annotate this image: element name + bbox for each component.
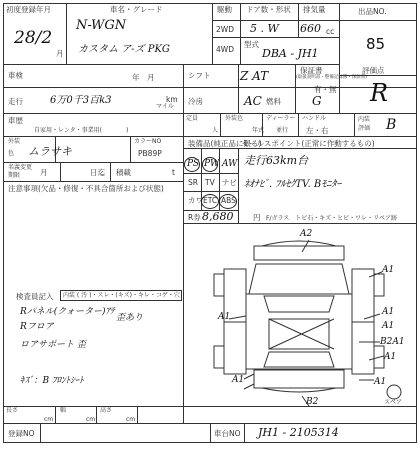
chassis-label: 車台NO [214,429,241,438]
length-label: 長さ [6,407,19,414]
load-unit: t [172,168,175,177]
first-reg-value: 28/2 [14,28,53,48]
warranty-label: 保証書 [300,66,323,75]
shift-value: Z AT [240,69,269,83]
color-no-value: PB89P [138,149,162,158]
height-label: 高さ [100,407,113,414]
damage-mark: A1 [382,321,395,331]
grade-value: カスタム ア-ズ PKG [78,44,170,55]
equip-tv: TV [205,178,215,187]
spare-label: スペア [384,399,403,406]
drive-4wd: 4WD [216,45,234,54]
color-value: ムラサキ [28,145,72,158]
equip-abs: ABS [221,196,236,205]
damage-mark: A2 [300,229,313,239]
interior-label: 内装 [358,116,371,123]
warranty-options: 有・無 [314,85,337,94]
chassis-value: JH1 - 2105314 [258,426,339,439]
damage-mark: A1 [218,312,231,322]
equip-leather: カワ [188,196,203,205]
grade-value-r: R [370,79,389,107]
glass-row: F/ガラス トビ石・キズ・ヒビ・ワレ・リペア跡 [266,215,398,222]
width-label: 幅 [60,407,67,414]
first-reg-label: 初度登録年月 [6,5,51,14]
inspector-label: 検査員記入 [16,292,54,301]
model-code-value: DBA - JH1 [262,47,319,60]
color-no-label: カラーNO [134,138,162,145]
equip-sr: SR [188,178,198,187]
selling-points-label: セールスポイント(正常に作動するもの) [242,139,375,148]
ac-label: 冷房 [188,97,203,106]
fuel-label: 燃料 [266,97,281,106]
displacement-label: 排気量 [303,5,326,14]
inspector-note-3: ロアサポート 歪 [20,340,86,350]
fuel-value: G [312,94,322,108]
lot-value: 85 [366,35,386,53]
recycle-label: R券 [188,213,201,222]
deadline-month: 月 [40,168,48,177]
handle-label: ハンドル [302,115,327,122]
model-code-label: 型式 [244,40,259,49]
interior-value: B [386,117,397,133]
damage-mark: A1 [374,377,387,387]
displacement-unit: cc [326,27,335,36]
equip-etc: ETC [203,196,218,205]
reg-no-label: 登録NO [8,429,35,438]
selling-point-1: 走行63km台 [244,154,309,167]
damage-mark: A1 [232,375,245,385]
ac-value: AC [244,94,262,108]
recycle-value: 8,680 [202,210,234,223]
mileage-value: 6万0千3百k3 [50,95,112,106]
displacement-value: 660 [300,22,321,35]
selling-point-2: ﾈｵﾅﾋﾞ. ﾌﾙｾｸTV. Bﾓﾆﾀｰ [244,179,342,190]
inspection-label: 車検 [8,71,23,80]
exterior-color-label: 外装 [8,138,21,145]
caution-label: 注意事項(欠品・修復・不具合箇所および状態) [8,184,164,193]
first-reg-month-unit: 月 [56,49,64,58]
warranty-sub: (取扱説明書・整備記録簿・保証書) [296,75,368,80]
damage-mark: B2 [306,397,319,406]
mileage-unit: km [166,95,178,104]
drive-label: 駆動 [217,5,232,14]
car-damage-diagram [184,224,417,406]
capacity-unit: 人 [212,127,219,134]
damage-mark: A1 [384,352,397,362]
exterior-label: 外装色 [225,115,244,122]
width-unit: cm [86,416,96,423]
equip-aw: AW [222,159,238,169]
dealer-label: ディーラー [266,115,296,122]
load-label: 積載 [116,168,131,177]
inspector-note-1b: 歪あり [116,313,144,323]
capacity-label: 定員 [186,115,199,122]
equip-navi: ナビ [222,178,237,187]
model-name: N-WGN [76,18,127,33]
height-unit: cm [126,416,136,423]
door-shape-label: ドア数・形状 [246,5,291,14]
inspector-note-4: ｷｽﾞ：B ﾌﾛﾝﾄｼｰﾄ [20,376,84,386]
inspection-unit: 年 月 [132,73,155,82]
damage-mark: A1 [382,307,395,317]
recycle-unit: 円 [253,213,261,222]
name-change-label: 名義変更 [8,164,33,171]
dealer-sub: 並行 [276,127,289,134]
history-sub: 自家用・レンタ・事業用( ) [34,127,129,134]
shift-label: シフト [188,71,211,80]
mileage-mile: マイル [156,103,174,110]
deadline-day: 日迄 [90,168,105,177]
inspector-note-2: Rフロア [20,322,54,332]
equipment-label: 装備品(純正品に限る) [188,139,262,148]
history-label: 車歴 [8,116,23,125]
equip-ps: PS [187,159,200,169]
deadline-label: 期限 [8,172,21,179]
door-value: 5 . W [250,22,279,35]
damage-mark: A1 [382,265,395,275]
inspector-items: 内装 ( 汚 )・スレ・(キズ)・キレ・コゲ・穴 [63,292,180,299]
handle-value: 左・右 [306,126,329,135]
lot-label: 出品NO. [358,7,387,16]
damage-mark: B2A1 [380,337,405,347]
length-unit: cm [44,416,54,423]
model-grade-label: 車名・グレード [110,5,163,14]
inspector-note-1: Rパネル(クォーター)ｱﾃ [20,307,115,317]
equip-pw: PW [204,159,220,169]
drive-2wd: 2WD [216,25,234,34]
exterior-sub: 年式 [252,127,265,134]
interior-sub: 評価 [358,125,371,132]
mileage-label: 走行 [8,97,23,106]
grade-label: 評価点 [362,66,385,75]
color-label: 色 [8,150,15,157]
